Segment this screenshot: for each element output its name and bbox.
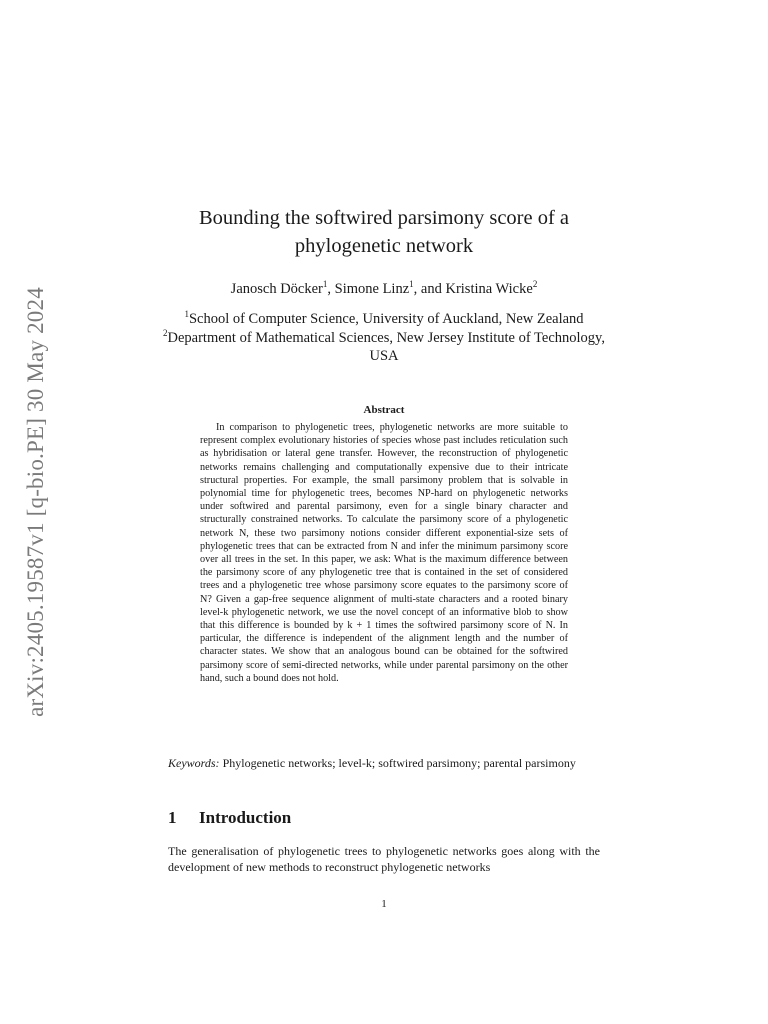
title-line-1: Bounding the softwired parsimony score of a: [198, 207, 570, 229]
introduction-paragraph: The generalisation of phylogenetic trees to phylogenetic networks goes along with the development of new methods to reconstruct phylogenetic networks: [168, 844, 600, 874]
abstract-heading: Abstract: [363, 404, 405, 416]
keywords-label: Keywords:: [168, 756, 220, 770]
author-name: Janosch Döcker: [230, 281, 323, 297]
affiliation-text: Department of Mathematical Sciences, New Jersey Institute of Technology, USA: [167, 329, 605, 364]
affiliation-mark: 1: [184, 309, 189, 320]
affiliation-list: [160, 310, 608, 366]
affiliation-mark: 2: [163, 327, 168, 338]
keywords-line: [168, 756, 600, 772]
abstract-body: In comparison to phylogenetic trees, phylogenetic networks are more suitable to represent complex evolutionary histories of species whose past includes reticulation such as hybridisation or lateral gene transfer. However, the reconstruction of phylogenetic networks remains challenging and computationally expensive due to their intricate structural properties. For example, the small parsimony problem that is solvable in polynomial time for phylogenetic trees, becomes NP-hard on phylogenetic networks under softwired and parental parsimony, even for a single binary character and structurally constrained networks. To calculate the parsimony score of a phylogenetic network N, these two parsimony notions consider different exponential-size sets of phylogenetic trees that can be extracted from N and infer the minimum parsimony score over all trees in the set. In this paper, we ask: What is the maximum difference between the parsimony score of any phylogenetic tree that is contained in the set of considered trees and a phylogenetic tree whose parsimony score equates to the parsimony score of N? Given a gap-free sequence alignment of multi-state characters and a rooted binary level-k phylogenetic network, we use the novel concept of an informative blob to show that this difference is bounded by k + 1 times the softwired parsimony score of N. In particular, the difference is independent of the alignment length and the number of character states. We show that an analogous bound can be obtained for the softwired parsimony score of semi-directed networks, while under parental parsimony on the other hand, such a bound does not hold.: [200, 422, 568, 684]
affiliation-item: [160, 329, 608, 366]
section-title: Introduction: [199, 808, 292, 827]
author-affiliation-mark: 1: [322, 279, 328, 290]
page-number: 1: [381, 898, 387, 910]
author-name: Simone Linz: [334, 281, 410, 297]
title-line-2: phylogenetic network: [294, 235, 474, 257]
author-name: Kristina Wicke: [445, 281, 533, 297]
keywords-text: Phylogenetic networks; level-k; softwired parsimony; parental parsimony: [222, 756, 576, 770]
arxiv-identifier-stamp: arXiv:2405.19587v1 [q-bio.PE] 30 May 2024: [23, 287, 48, 717]
author-affiliation-mark: 2: [532, 279, 538, 290]
section-number: 1: [168, 808, 177, 827]
author-list: Janosch Döcker$^1$, Simone Linz$^1$, and Kristina Wicke$^2$: [230, 279, 538, 297]
affiliation-text: School of Computer Science, University of Auckland, New Zealand: [188, 311, 584, 327]
author-affiliation-mark: 1: [409, 279, 414, 290]
paper-title: [168, 204, 600, 260]
affiliation-item: [160, 310, 608, 329]
section-heading: [168, 808, 291, 828]
authors-conjunction: and: [420, 281, 442, 297]
